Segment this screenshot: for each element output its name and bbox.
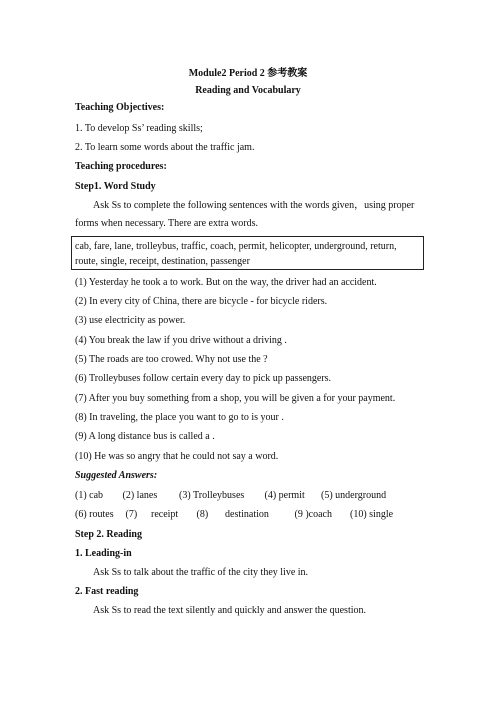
answer-item: receipt [151,509,179,520]
answer-item: (3) Trolleybuses [179,490,245,501]
document-title: Module2 Period 2 参考教案 [188,68,308,79]
answer-item: (2) lanes [122,490,158,501]
leading-in-text: Ask Ss to talk about the traffic of the city they live in. [93,567,309,578]
sentence-3: (3) use electricity as power. [75,315,186,326]
objective-item-2: 2. To learn some words about the traffic jam. [75,142,255,153]
answer-item: (6) routes [75,509,114,520]
answer-item: (1) cab [75,490,104,501]
sentence-2: (2) In every city of China, there are bicycle - for bicycle riders. [75,296,328,307]
objective-item-1: 1. To develop Ss’ reading skills; [75,123,203,134]
answer-item: (4) permit [264,490,305,501]
sentence-1: (1) Yesterday he took a to work. But on the way, the driver had an accident. [75,277,377,288]
leading-in-heading: 1. Leading-in [75,548,132,559]
sentence-6: (6) Trolleybuses follow certain every day to pick up passengers. [75,373,332,384]
objectives-heading: Teaching Objectives: [75,102,165,113]
fast-reading-heading: 2. Fast reading [75,586,139,597]
step1-heading: Step1. Word Study [75,181,156,192]
step1-instruction-line2: forms when necessary. There are extra words. [75,218,258,229]
step2-heading: Step 2. Reading [75,529,142,540]
answer-item: (8) [196,509,209,520]
sentence-10: (10) He was so angry that he could not say a word. [75,451,279,462]
sentence-4: (4) You break the law if you drive without a driving . [75,335,287,346]
fast-reading-text: Ask Ss to read the text silently and quickly and answer the question. [93,605,367,616]
answer-item: destination [225,509,269,520]
word-box-line2: route, single, receipt, destination, passenger [75,256,250,267]
answers-row-1 [75,489,386,502]
sentence-5: (5) The roads are too crowed. Why not use the ? [75,354,268,365]
answer-item: (7) [125,509,138,520]
sentence-7: (7) After you buy something from a shop, you will be given a for your payment. [75,393,396,404]
procedures-heading: Teaching procedures: [75,161,167,172]
answer-item: (5) underground [321,490,387,501]
document-subtitle: Reading and Vocabulary [195,85,301,96]
sentence-9: (9) A long distance bus is called a . [75,431,215,442]
word-box [71,236,424,270]
answer-item: (9 )coach [294,509,332,520]
answers-row-2 [75,508,393,521]
sentence-8: (8) In traveling, the place you want to go to is your . [75,412,284,423]
answers-heading: Suggested Answers: [75,470,158,481]
step1-instruction-line1: Ask Ss to complete the following sentences with the words given，using proper [93,200,415,211]
word-box-line1: cab, fare, lane, trolleybus, traffic, coach, permit, helicopter, underground, return, [75,241,397,252]
answer-item: (10) single [350,509,394,520]
